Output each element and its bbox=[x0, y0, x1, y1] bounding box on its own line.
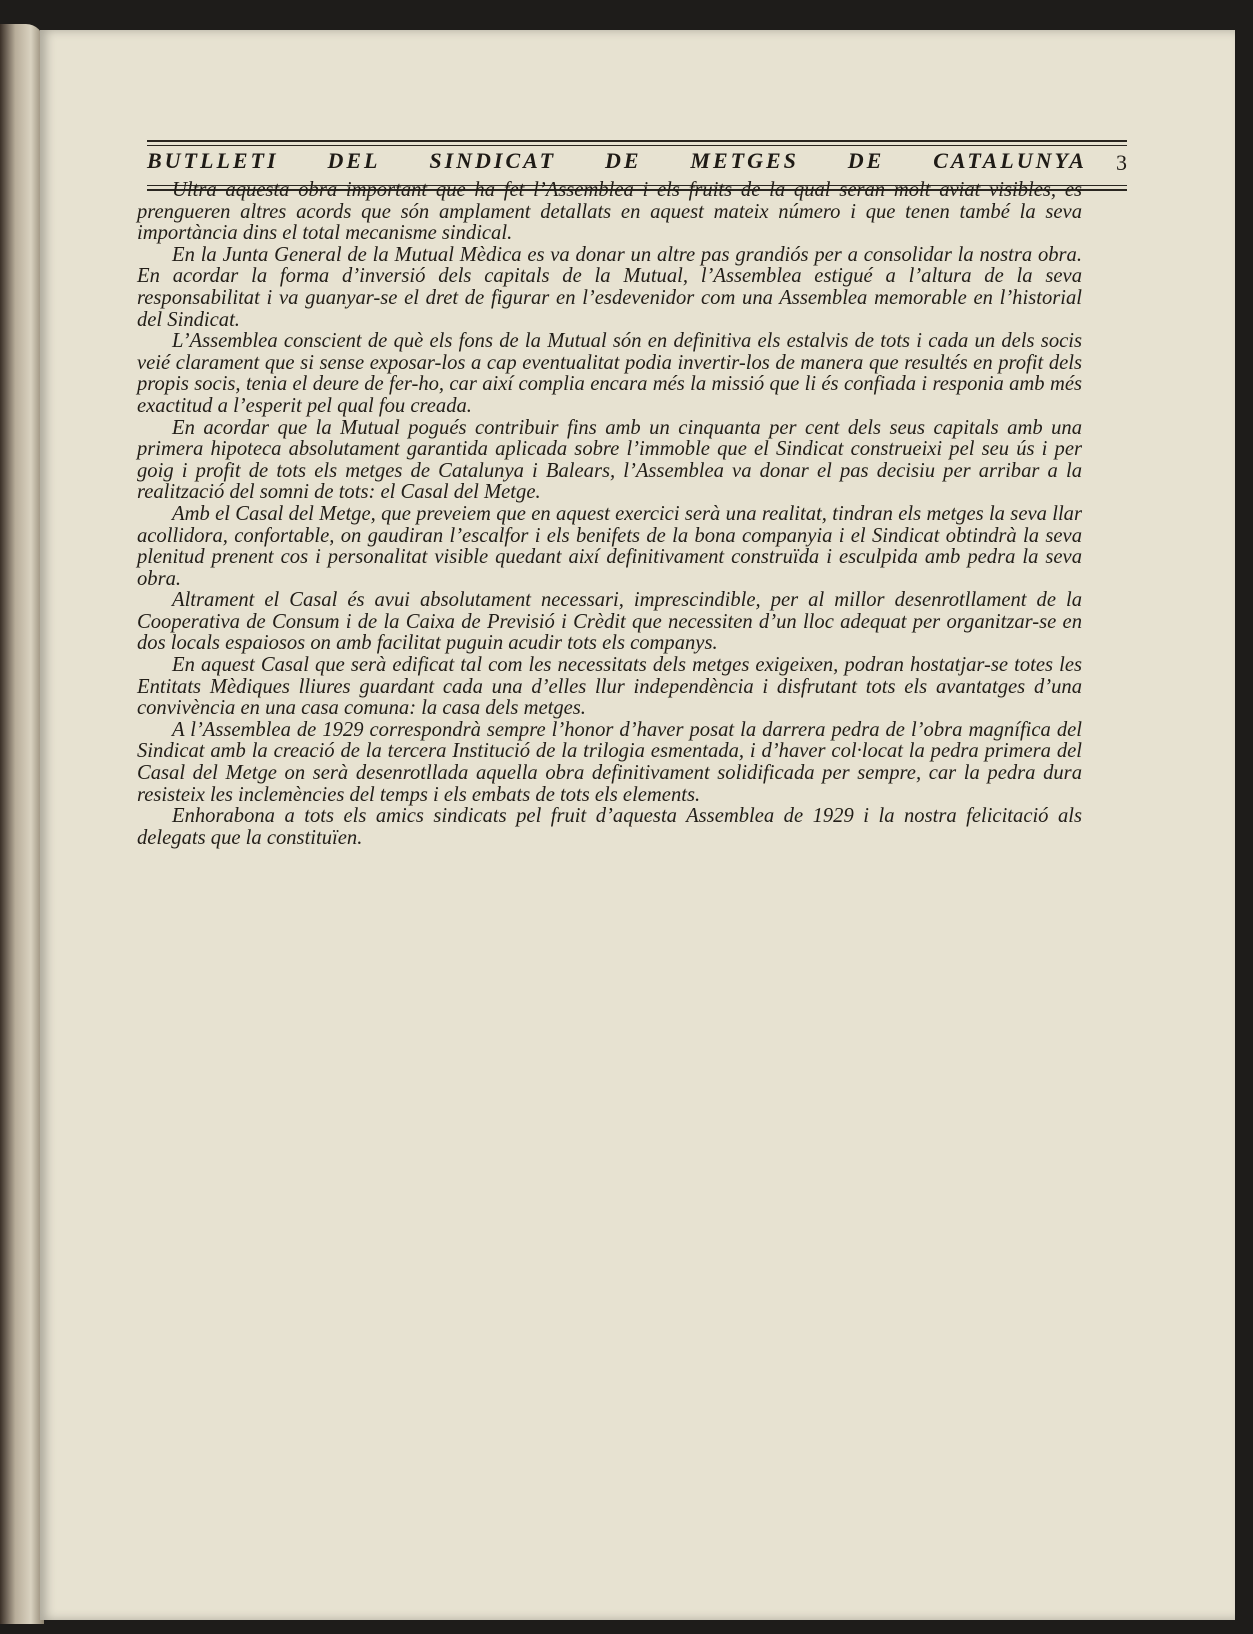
header-rule-top-thin bbox=[147, 145, 1127, 146]
paragraph: L’Assemblea conscient de què els fons de la Mutual són en definitiva els estalvis de tots i cada un dels socis veié clarament que si sense exposar-los a cap eventualitat podia invertir-los de manera que resultés en profit dels propis socis, tenia el deure de fer-ho, car així complia encara més la missió que li és confiada i responia amb més exactitud a l’esperit pel qual fou creada. bbox=[137, 330, 1082, 417]
journal-title-word: BUTLLETI bbox=[147, 148, 279, 173]
paragraph: En la Junta General de la Mutual Mèdica es va donar un altre pas grandiós per a consolidar la nostra obra. En acordar la forma d’inversió dels capitals de la Mutual, l’Assemblea estigué a l’altura de la seva responsabilitat i va guanyar-se el dret de figurar en l’esdevenidor com una Assemblea memorable en l’historial del Sindicat. bbox=[137, 243, 1082, 331]
journal-title-word: METGES bbox=[690, 148, 799, 173]
journal-page bbox=[40, 30, 1235, 1620]
paragraph: En acordar que la Mutual pogués contribuir fins amb un cinquanta per cent dels seus capitals amb una primera hipoteca absolutament garantida aplicada sobre l’immoble que el Sindicat construeixi pel seu ús i per goig i profit de tots els metges de Catalunya i Balears, l’Assemblea va donar el pas decisiu per arribar a la realització del somni de tots: el Casal del Metge. bbox=[137, 416, 1082, 504]
paragraph: Ultra aquesta obra important que ha fet l’Assemblea i els fruits de la qual seran molt aviat visibles, es prengueren altres acords que són amplament detallats en aquest mateix número i que tenen també la seva importància dins el total mecanisme sindical. bbox=[137, 179, 1082, 245]
paragraph: Enhorabona a tots els amics sindicats pel fruit d’aquesta Assemblea de 1929 i la nostra felicitació als delegats que la constituïen. bbox=[137, 805, 1082, 849]
article-body bbox=[137, 180, 1082, 849]
journal-title-word: SINDICAT bbox=[429, 148, 557, 173]
paragraph: Altrament el Casal és avui absolutament necessari, imprescindible, per al millor desenrotllament de la Cooperativa de Consum i de la Caixa de Previsió i Crèdit que necessiten d’un lloc adequat per organitzar-se en dos locals espaiosos on amb facilitat puguin acudir tots els companys. bbox=[137, 589, 1082, 655]
paragraph: En aquest Casal que serà edificat tal com les necessitats dels metges exigeixen, podran hostatjar-se totes les Entitats Mèdiques lliures guardant cada una d’elles llur independència i disfrutant tots els avantatges d’una convivència en una casa comuna: la casa dels metges. bbox=[137, 654, 1082, 720]
book-spine bbox=[0, 24, 44, 1624]
journal-title-word: DEL bbox=[327, 148, 381, 173]
page-number: 3 bbox=[1116, 150, 1127, 175]
journal-title-word: DE bbox=[604, 148, 642, 173]
journal-title-word: CATALUNYA bbox=[933, 148, 1087, 173]
paragraph: Amb el Casal del Metge, que preveiem que en aquest exercici serà una realitat, tindran els metges la seva llar acollidora, confortable, on gaudiran l’escalfor i els benifets de la bona companyia i el Sindicat obtindrà la seva plenitud prenent cos i personalitat visible quedant així definitivament construïda i esculpida amb pedra la seva obra. bbox=[137, 502, 1082, 590]
header-rule-top bbox=[147, 140, 1127, 142]
journal-title-word: DE bbox=[847, 148, 885, 173]
journal-title bbox=[147, 148, 1087, 174]
paragraph: A l’Assemblea de 1929 correspondrà sempre l’honor d’haver posat la darrera pedra de l’obra magnífica del Sindicat amb la creació de la tercera Institució de la trilogia esmentada, i d’haver col·locat la pedra primera del Casal del Metge on serà desenrotllada aquella obra definitivament solidificada per sempre, car la pedra dura resisteix les inclemències del temps i els embats de tots els elements. bbox=[137, 718, 1082, 806]
